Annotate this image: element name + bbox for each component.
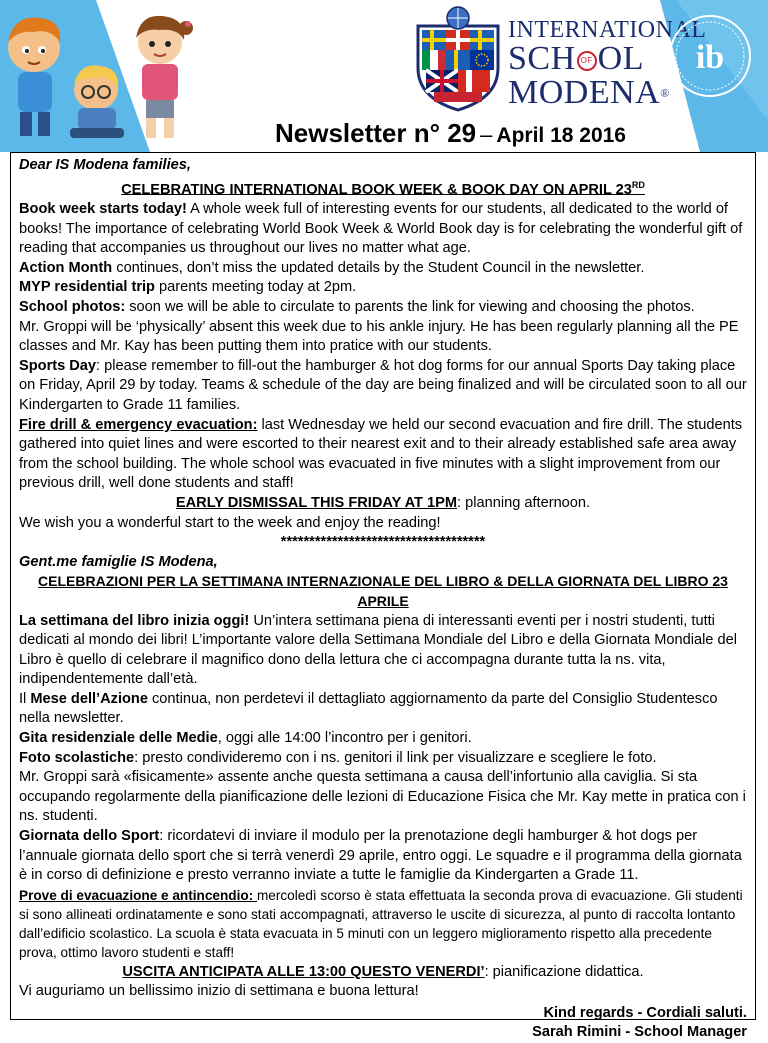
paragraph-fire-drill-it (19, 886, 747, 963)
ib-logo-text: ib (695, 39, 725, 76)
of-circle: OF (577, 51, 597, 71)
label: School photos: (19, 299, 126, 316)
greeting-en: Dear IS Modena families, (19, 157, 191, 173)
heading-en (19, 176, 747, 200)
paragraph-book-week-it (19, 612, 747, 690)
label: Prove di evacuazione e antincendio: (19, 887, 257, 903)
paragraph-book-week-en (19, 200, 747, 259)
separator: ************************************ (280, 534, 486, 551)
heading-en-sup: RD (631, 179, 645, 190)
paragraph-groppi-en: Mr. Groppi will be ‘physically’ absent this week due to his ankle injury. He has been regularly planning all the PE classes and Mr. Kay has been putting them into pratice with our students. (19, 318, 739, 355)
school-name-part: OL (597, 40, 644, 77)
text: : pianificazione didattica. (484, 963, 644, 980)
closing-en: We wish you a wonderful start to the week and enjoy the reading! (19, 514, 441, 531)
title-dash: – (480, 122, 493, 147)
label: Book week starts today! (19, 201, 187, 218)
prefix: Il (19, 690, 31, 707)
text: : presto condivideremo con i ns. genitori il link per visualizzare e scegliere le foto. (134, 749, 657, 766)
school-crest-logo (412, 6, 504, 112)
text: A whole week full of interesting events for our students, all dedicated to the world of books! The importance of celebrating World Book Week & World Book day is for celebrating the wonderful gift of reading that accompanies us throughout our lives no matter what age. (19, 201, 743, 257)
ib-logo (668, 14, 752, 98)
paragraph-sports-day-it (19, 827, 747, 886)
text: Un’intera settimana piena di interessanti eventi per i nostri studenti, tutti dedicati al mondo dei libri! L’importante valore della Settimana Mondiale del Libro e della Giornata Mondiale del Libro è quello di celebrare il magnifico dono della lettura che ci accompagna durante tutta la ns. vita, indipendentemente dall’età. (19, 612, 737, 688)
paragraph-photos-en (19, 298, 747, 318)
paragraph-fire-drill-en (19, 416, 747, 494)
text: soon we will be able to circulate to parents the link for viewing and choosing the photos. (125, 299, 695, 316)
label: Sports Day (19, 357, 97, 374)
newsletter-title (275, 118, 626, 149)
greeting-it: Gent.me famiglie IS Modena, (19, 553, 218, 570)
paragraph-action-month-it (19, 690, 747, 729)
text: , oggi alle 14:00 l’incontro per i genitori. (217, 730, 472, 747)
school-name-part: MODENA (508, 74, 661, 111)
label: Action Month (19, 259, 113, 276)
text: continua, non perdetevi il dettagliato aggiornamento da parte del Consiglio Studentesco nella newsletter. (19, 690, 718, 727)
title-number: Newsletter n° 29 (275, 118, 477, 148)
text: : please remember to fill-out the hamburger & hot dog forms for our annual Sports Day taking place on Friday, April 29 by today. Teams & schedule of the day are being finalized and will be circulated soon to all our Kindergarten to Grade 11 families. (19, 357, 747, 413)
paragraph-myp-trip-en (19, 278, 747, 298)
school-name-line1: INTERNATIONAL (508, 17, 707, 43)
text: : planning afternoon. (457, 494, 591, 511)
newsletter-header (0, 0, 768, 152)
label: Foto scolastiche (19, 749, 135, 766)
title-date: April 18 2016 (496, 124, 626, 147)
text: continues, don’t miss the updated details by the Student Council in the newsletter. (112, 259, 645, 276)
label: MYP residential trip (19, 279, 155, 296)
cartoon-children-illustration (0, 8, 210, 140)
text: mercoledì scorso è stata effettuata la seconda prova di evacuazione. Gli studenti si sono allineati ordinatamente e sono stati accompagnati, attraverso le uscite di sicurezza, al punto di raccolta lontanto dall’edificio scolastico. La scuola è stata evacuata in 5 minuti con un leggero miglioramento rispetto alla precedente prova, ottimo lavoro studenti e staff! (19, 887, 743, 961)
school-name-part: SCH (508, 40, 576, 77)
label: La settimana del libro inizia oggi! (19, 612, 250, 629)
signature-line2: Sarah Rimini - School Manager (532, 1024, 747, 1041)
newsletter-body (10, 152, 756, 1041)
paragraph-trip-it (19, 729, 747, 749)
text: last Wednesday we held our second evacuation and fire drill. The students gathered into quiet lines and were escorted to their nearest exit and to their already established safe area away from the school building. The whole school was evacuated in five minutes with a slight improvement from our previous drill, well done students and staff! (19, 416, 743, 492)
paragraph-dismissal-en (19, 494, 747, 514)
text: : ricordatevi di inviare il modulo per la prenotazione degli hamburger & hot dogs per l’annuale giornata dello sport che si terrà venerdì 29 aprile, entro oggi. Le squadre e il programma della giornata è in corso di definizione e presto verranno inviate a tutte le famiglie da Kindergarten a Grade 11. (19, 828, 742, 884)
paragraph-sports-day-en (19, 357, 747, 416)
label: Gita residenziale delle Medie (19, 730, 218, 747)
label: EARLY DISMISSAL THIS FRIDAY AT 1PM (175, 494, 458, 511)
closing-it: Vi auguriamo un bellissimo inizio di settimana e buona lettura! (19, 983, 419, 1000)
label: Mese dell’Azione (30, 690, 148, 707)
paragraph-groppi-it: Mr. Groppi sarà «fisicamente» assente anche questa settimana a causa dell’infortunio alla caviglia. Si sta occupando regolarmente della pianificazione delle lezioni di Educazione Fisica che Mr. Kay mette in pratica con i ns. studenti. (19, 769, 746, 825)
registered-mark: ® (660, 86, 670, 100)
paragraph-photos-it (19, 749, 747, 769)
label: USCITA ANTICIPATA ALLE 13:00 QUESTO VENERDI’ (122, 963, 485, 980)
paragraph-action-month-en (19, 259, 747, 279)
heading-it: CELEBRAZIONI PER LA SETTIMANA INTERNAZIONALE DEL LIBRO & DELLA GIORNATA DEL LIBRO 23 APRILE (38, 573, 728, 609)
paragraph-dismissal-it (19, 963, 747, 983)
text: parents meeting today at 2pm. (154, 279, 357, 296)
signature-line1: Kind regards - Cordiali saluti. (543, 1004, 747, 1021)
heading-en-text: CELEBRATING INTERNATIONAL BOOK WEEK & BOOK DAY ON APRIL 23 (121, 181, 632, 198)
label: Giornata dello Sport (19, 828, 160, 845)
label: Fire drill & emergency evacuation: (19, 416, 258, 433)
